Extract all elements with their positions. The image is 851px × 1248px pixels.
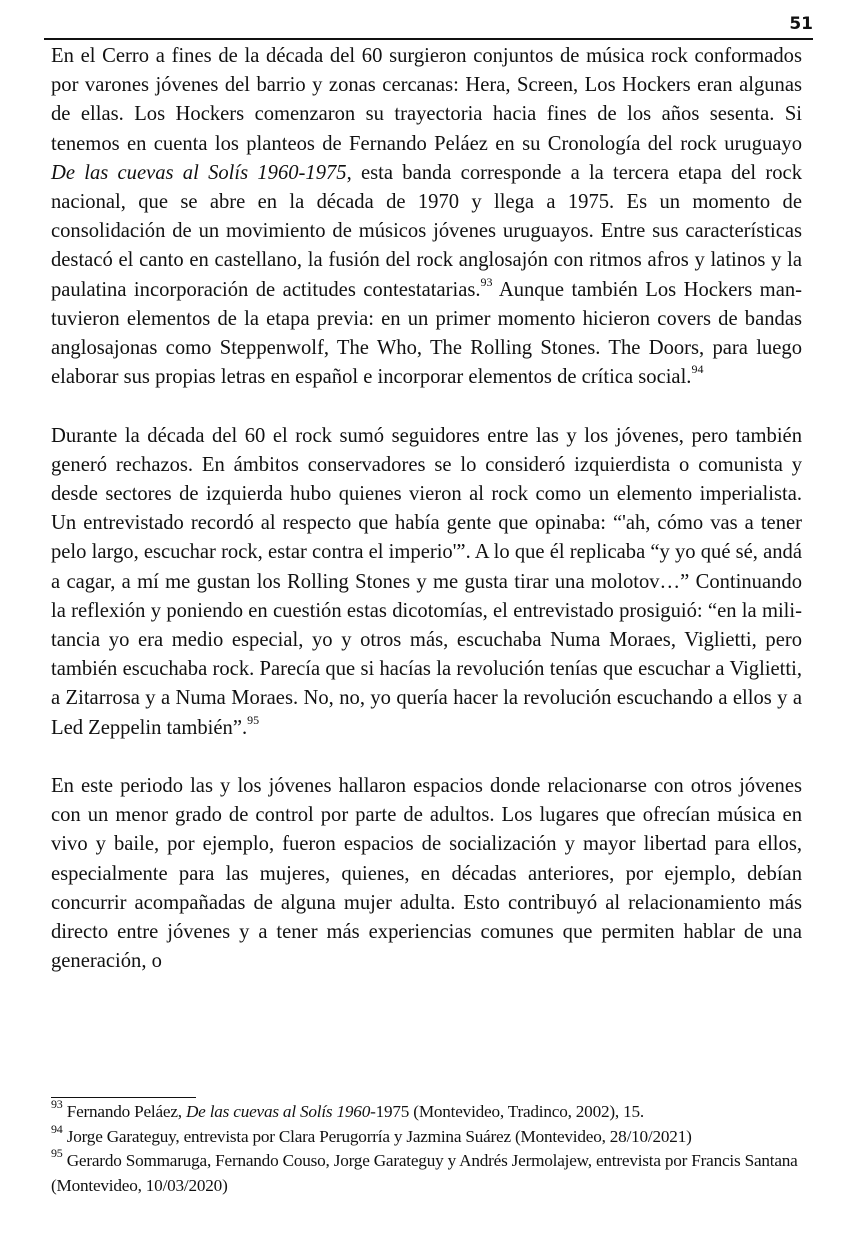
text-run: Gerardo Sommaruga, Fernando Couso, Jorge Garateguy y Andrés Jermolajew, entrevista por Francis Santana (Montevideo, 10/03/2020) xyxy=(51,1151,798,1195)
text-run: Durante la década del 60 el rock sumó seguidores entre las y los jóvenes, pero también generó rechazos. En ámbitos conservadores se lo consideró izquierdista o comunista y desde sectores de izquierda hubo quienes vieron al rock como un elemento imperialista. Un entrevistado recordó al respecto que había gente que opinaba: “'ah, cómo vas a tener pelo largo, escuchar rock, estar contra el imperio'”. A lo que él replicaba “y yo qué sé, andá a cagar, a mí me gustan los Rolling Stones y me gusta tirar una molotov…” Continuando la reflexión y poniendo en cuestión estas dicotomías, el entrevistado prosiguió: “en la militancia yo era medio especial, yo y otros más, escuchaba Numa Moraes, Viglietti, pero también escuchaba rock. Parecía que si hacías la revolución tenías que escuchar a Viglietti, a Zitarrosa y a Numa Moraes. No, no, yo quería hacer la revolución escuchando a ellos y a Led Zeppelin también”. xyxy=(51,424,802,739)
text-run: Jorge Garateguy, entrevista por Clara Perugorría y Jazmina Suárez (Montevideo, 28/10/2021) xyxy=(62,1126,692,1146)
text-run: En el Cerro a fines de la década del 60 surgieron conjuntos de música rock conformados por varones jóvenes del barrio y zonas cercanas: Hera, Screen, Los Hockers eran algunas de ellas. Los Hockers comenzaron su trayectoria hacia fines de los años sesenta. Si tenemos en cuenta los planteos de Fernando Peláez en su Cronología del rock uruguayo xyxy=(51,45,802,155)
footnote-marker: 93 xyxy=(480,274,493,289)
footnote-marker: 93 xyxy=(51,1097,63,1112)
footnote-marker: 95 xyxy=(51,1146,63,1161)
footnote xyxy=(51,1121,802,1150)
paragraph xyxy=(51,422,802,743)
italic-title: De las cuevas al Solís 1960 xyxy=(185,1102,371,1121)
body-text xyxy=(51,42,802,976)
footnote xyxy=(51,1097,802,1125)
footnote-marker: 94 xyxy=(51,1121,63,1136)
paragraph xyxy=(51,42,802,392)
footnote xyxy=(51,1146,802,1198)
italic-title: De las cuevas al Solís 1960-1975 xyxy=(51,161,347,184)
text-run: , esta banda corresponde a la tercera etapa del rock nacional, que se abre en la década de 1970 y llega a 1975. Es un momento de consolidación de un movimiento de músicos jóvenes uruguayos. Entre sus características destacó el canto en castellano, la fusión del rock anglosajón con ritmos afros y latinos y la paulatina incorporación de actitudes contestatarias. xyxy=(51,161,802,301)
footnote-marker: 95 xyxy=(247,712,260,727)
footnote-marker: 94 xyxy=(691,362,704,377)
footnote-rule xyxy=(51,1097,196,1098)
text-run: En este periodo las y los jóvenes hallaron espacios donde relacionarse con otros jóvenes con un menor grado de control por parte de adultos. Los lugares que ofrecían música en vivo y baile, por ejemplo, fueron espacios de socialización y mayor libertad para ellos, especialmente para las mujeres, quienes, en décadas anteriores, por ejemplo, debían concurrir acompañadas de alguna mujer adulta. Esto contribuyó al relacionamiento más directo entre jóvenes y a tener más experiencias comunes que permiten hablar de una generación, o xyxy=(51,775,802,973)
text-run: -1975 (Montevideo, Tradinco, 2002), 15. xyxy=(370,1102,644,1121)
text-run: Fernando Peláez, xyxy=(62,1102,186,1121)
page-number: 51 xyxy=(789,14,813,34)
header-rule xyxy=(44,38,813,40)
text-run: Aunque también Los Hockers mantuvieron elementos de la etapa previa: en un primer momento hicieron covers de bandas anglosajonas como Steppenwolf, The Who, The Rolling Stones. The Doors, para luego elaborar sus propias letras en español e incorporar elementos de crítica social. xyxy=(51,278,802,389)
paragraph xyxy=(51,772,802,976)
footnotes xyxy=(51,1097,802,1198)
